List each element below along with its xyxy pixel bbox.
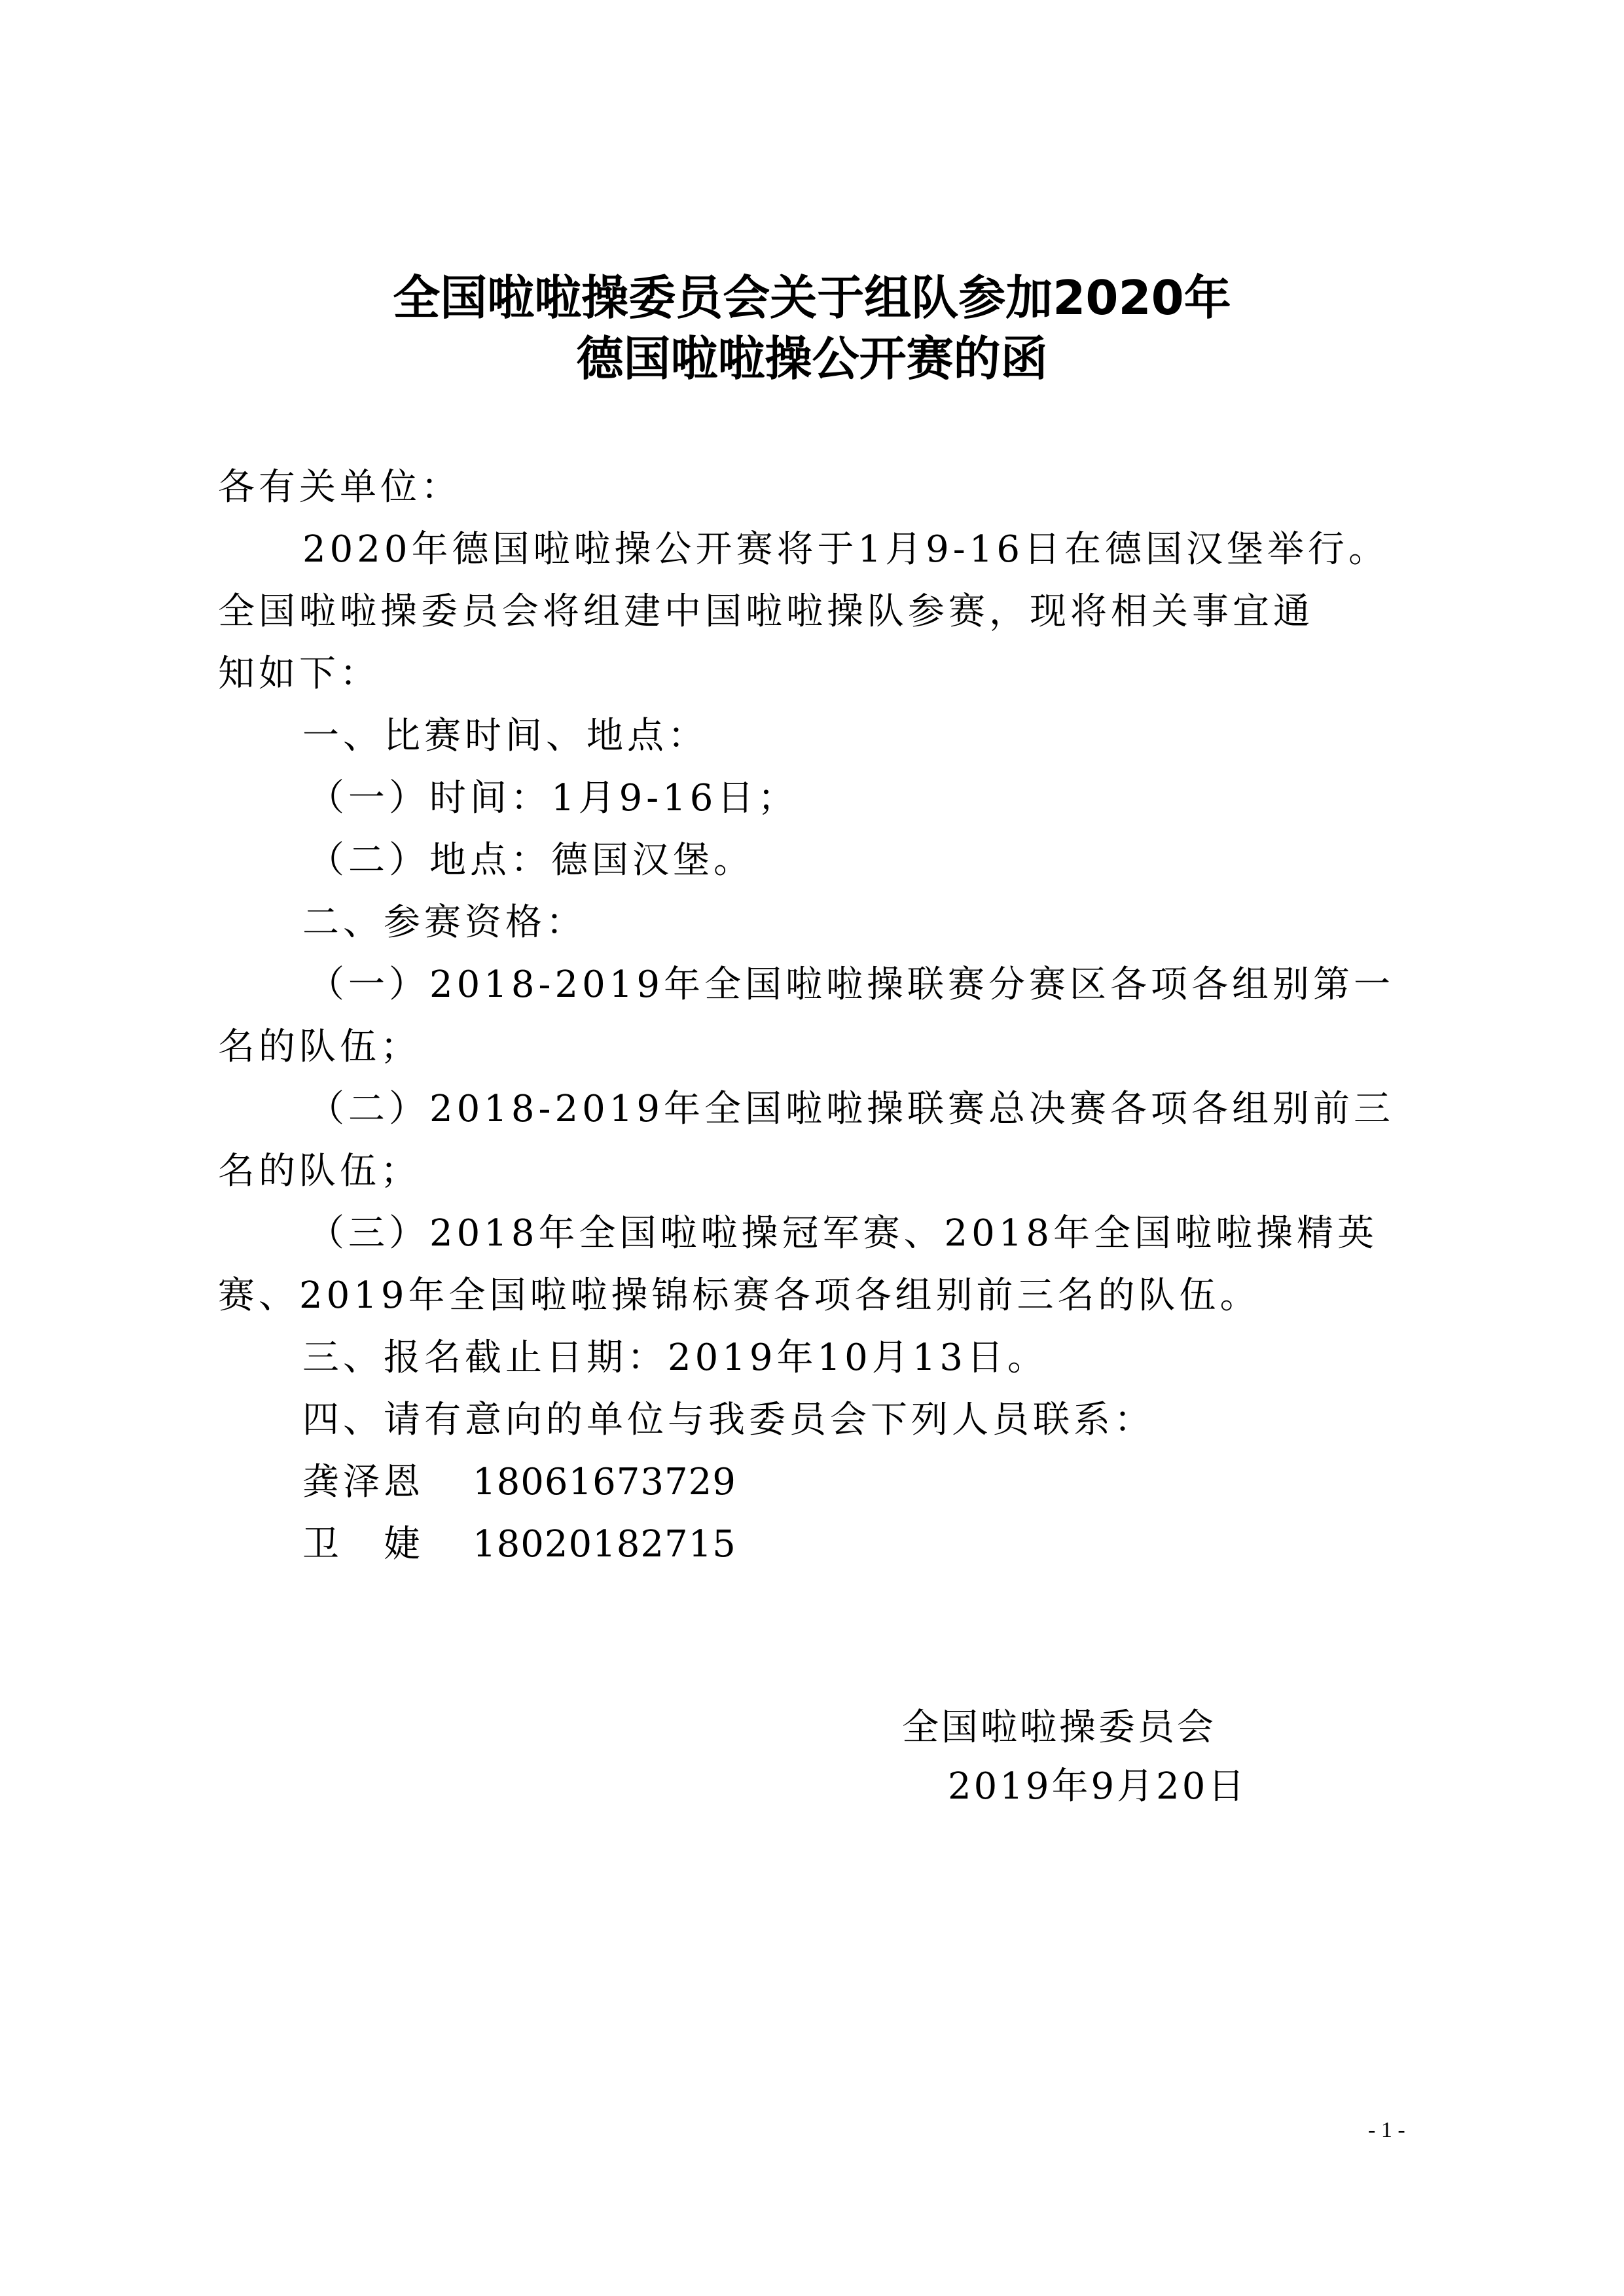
- contact-name: 龚泽恩: [302, 1461, 424, 1503]
- intro-paragraph-line-3: 知如下：: [218, 653, 380, 695]
- signature-date: 2019年9月20日: [948, 1765, 1248, 1808]
- section-2-item-1-line-1: （一）2018-2019年全国啦啦操联赛分赛区各项各组别第一: [308, 963, 1394, 1006]
- section-2-heading: 二、参赛资格：: [302, 901, 586, 944]
- document-title-line-1: 全国啦啦操委员会关于组队参加2020年: [393, 270, 1231, 325]
- signature-organization: 全国啦啦操委员会: [902, 1706, 1216, 1749]
- section-1-item-time: （一）时间：1月9-16日；: [308, 777, 799, 819]
- section-2-item-2-line-2: 名的队伍；: [218, 1150, 421, 1193]
- section-3-deadline: 三、报名截止日期：2019年10月13日。: [302, 1336, 1049, 1379]
- contact-row: [302, 1456, 736, 1509]
- intro-paragraph-line-2: 全国啦啦操委员会将组建中国啦啦操队参赛，现将相关事宜通: [218, 590, 1314, 633]
- section-1-heading: 一、比赛时间、地点：: [302, 715, 708, 757]
- section-2-item-3-line-2: 赛、2019年全国啦啦操锦标赛各项各组别前三名的队伍。: [218, 1274, 1261, 1317]
- contact-row: [302, 1518, 736, 1571]
- salutation: 各有关单位：: [218, 466, 461, 509]
- contact-phone: 18020182715: [473, 1523, 736, 1566]
- contact-phone: 18061673729: [473, 1461, 736, 1503]
- contact-name: 卫 婕: [302, 1523, 424, 1566]
- intro-paragraph-line-1: 2020年德国啦啦操公开赛将于1月9-16日在德国汉堡举行。: [302, 528, 1389, 571]
- section-2-item-3-line-1: （三）2018年全国啦啦操冠军赛、2018年全国啦啦操精英: [308, 1212, 1379, 1255]
- section-2-item-2-line-1: （二）2018-2019年全国啦啦操联赛总决赛各项各组别前三: [308, 1088, 1394, 1130]
- section-2-item-1-line-2: 名的队伍；: [218, 1026, 421, 1068]
- section-1-item-location: （二）地点：德国汉堡。: [308, 839, 754, 882]
- section-4-contact-heading: 四、请有意向的单位与我委员会下列人员联系：: [302, 1399, 1155, 1441]
- page-number: - 1 -: [1368, 2118, 1405, 2142]
- document-title-line-2: 德国啦啦操公开赛的函: [576, 331, 1048, 386]
